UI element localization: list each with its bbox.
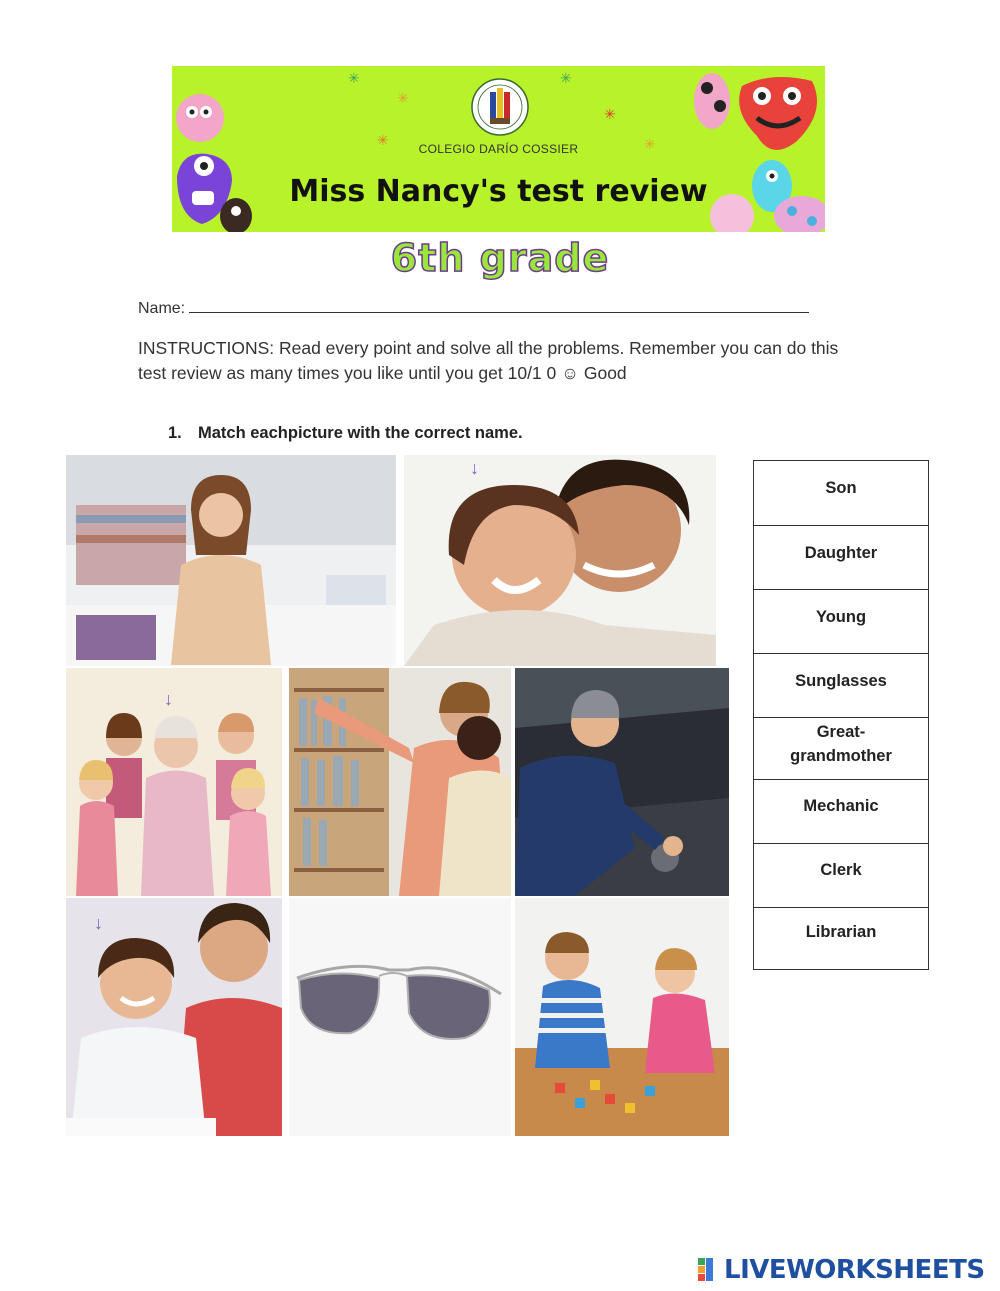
- clerk-photo-icon: [66, 455, 396, 666]
- sparkle-icon: ✳: [377, 132, 389, 148]
- sunglasses-photo-icon: [289, 898, 511, 1136]
- arrow-down-icon: ↓: [470, 458, 479, 478]
- header-banner: [172, 66, 825, 232]
- school-logo-icon: [468, 76, 532, 138]
- sparkle-icon: ✳: [397, 90, 409, 106]
- daughter-photo-icon: [404, 455, 716, 666]
- name-blank-line[interactable]: [189, 300, 809, 313]
- word-item[interactable]: Daughter: [754, 526, 928, 590]
- liveworksheets-mark-icon: [698, 1258, 720, 1282]
- arrow-down-icon: ↓: [164, 689, 173, 709]
- question-heading: [168, 424, 523, 443]
- question-text: Match eachpicture with the correct name.: [198, 424, 523, 442]
- word-item[interactable]: Young: [754, 590, 928, 654]
- question-number: 1.: [168, 424, 182, 442]
- librarian-photo-icon: [289, 668, 511, 896]
- great-grandmother-photo-icon: [66, 668, 282, 896]
- grade-heading: 6th grade: [390, 236, 610, 280]
- word-item[interactable]: Great- grandmother: [754, 718, 928, 780]
- son-photo-icon: [66, 898, 282, 1136]
- liveworksheets-logo: [698, 1256, 985, 1284]
- page-title: Miss Nancy's test review: [289, 174, 708, 209]
- instructions-text: INSTRUCTIONS: Read every point and solve all the problems. Remember you can do this test review as many times you like until you get 10/1 0 ☺ Good: [138, 338, 839, 383]
- young-children-photo-icon: [515, 898, 729, 1136]
- liveworksheets-brand: LIVEWORKSHEETS: [724, 1255, 985, 1285]
- word-item[interactable]: Son: [754, 461, 928, 526]
- word-item[interactable]: Librarian: [754, 908, 928, 970]
- sparkle-icon: ✳: [644, 136, 656, 152]
- school-name: COLEGIO DARÍO COSSIER: [418, 142, 579, 156]
- sparkle-icon: ✳: [348, 70, 360, 86]
- arrow-down-icon: ↓: [94, 913, 103, 933]
- name-label: Name:: [138, 300, 186, 317]
- word-item[interactable]: Clerk: [754, 844, 928, 908]
- word-item[interactable]: Mechanic: [754, 780, 928, 844]
- sparkle-icon: ✳: [560, 70, 572, 86]
- name-field-row: [138, 300, 809, 318]
- word-bank: [753, 460, 929, 970]
- mechanic-photo-icon: [515, 668, 729, 896]
- word-item[interactable]: Sunglasses: [754, 654, 928, 718]
- sparkle-icon: ✳: [604, 106, 616, 122]
